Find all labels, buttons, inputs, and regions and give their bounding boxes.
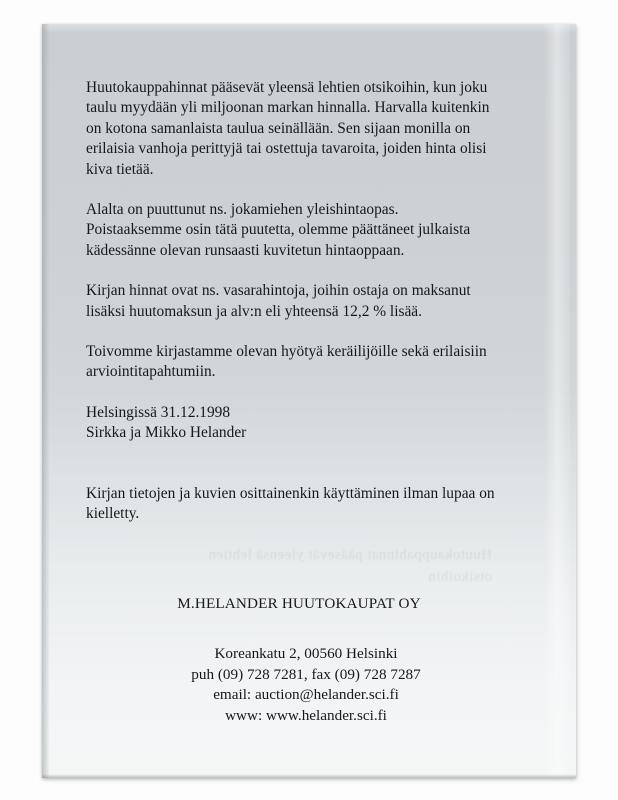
copyright-spacer xyxy=(86,444,524,484)
paragraph-intro xyxy=(86,78,524,180)
text-line: lisäksi huutomaksun ja alv:n eli yhteensä 12,2 % lisää. xyxy=(86,302,422,320)
contact-email: email: auction@helander.sci.fi xyxy=(213,686,399,704)
text-line: kädessänne olevan runsaasti kuvitetun hintaoppaan. xyxy=(86,241,405,259)
text-line: kiva tietää. xyxy=(86,160,154,178)
signature-place-date: Helsingissä 31.12.1998 xyxy=(86,403,231,421)
paragraph-purpose xyxy=(86,200,524,261)
contact-phone-fax: puh (09) 728 7281, fax (09) 728 7287 xyxy=(191,665,421,683)
contact-block xyxy=(42,644,576,726)
page-bottom-edge-shadow xyxy=(42,774,576,778)
signature-names: Sirkka ja Mikko Helander xyxy=(86,424,247,442)
text-line: Huutokauppahinnat pääsevät yleensä lehtien otsikoihin, kun joku xyxy=(86,79,488,96)
signature-block xyxy=(86,403,524,444)
text-line: Poistaaksemme osin tätä puutetta, olemme päättäneet julkaista xyxy=(86,221,471,239)
reverse-side-show-through: Huutokauppahinnat pääsevät yleensä lehtien otsikoihin xyxy=(208,547,492,585)
back-cover-text-block xyxy=(86,78,524,525)
signature-spacer xyxy=(86,383,524,403)
contact-website: www: www.helander.sci.fi xyxy=(225,706,387,724)
company-name: M.HELANDER HUUTOKAUPAT OY xyxy=(177,595,421,612)
contact-address: Koreankatu 2, 00560 Helsinki xyxy=(214,645,398,662)
text-line: on kotona samanlaista taulua seinällään. Sen sijaan monilla on xyxy=(86,119,471,137)
text-line: Alalta on puuttunut ns. jokamiehen yleishintaopas. xyxy=(86,201,399,219)
copyright-notice xyxy=(86,484,524,525)
text-line: Kirjan tietojen ja kuvien osittainenkin käyttäminen ilman lupaa on xyxy=(86,484,495,502)
text-line: kielletty. xyxy=(86,505,140,523)
paragraph-wish xyxy=(86,342,524,383)
page-top-highlight xyxy=(42,24,576,34)
paragraph-prices xyxy=(86,281,524,322)
book-back-cover-page xyxy=(42,24,576,778)
text-line: taulu myydään yli miljoonan markan hinnalla. Harvalla kuitenkin xyxy=(86,99,490,117)
publisher-footer xyxy=(42,594,576,726)
text-line: erilaisia vanhoja perittyjä tai ostettuja tavaroita, joiden hinta olisi xyxy=(86,140,487,158)
text-line: Kirjan hinnat ovat ns. vasarahintoja, joihin ostaja on maksanut xyxy=(86,282,471,300)
text-line: Toivomme kirjastamme olevan hyötyä keräilijöille sekä erilaisiin xyxy=(86,343,487,361)
text-line: arviointitapahtumiin. xyxy=(86,363,216,381)
